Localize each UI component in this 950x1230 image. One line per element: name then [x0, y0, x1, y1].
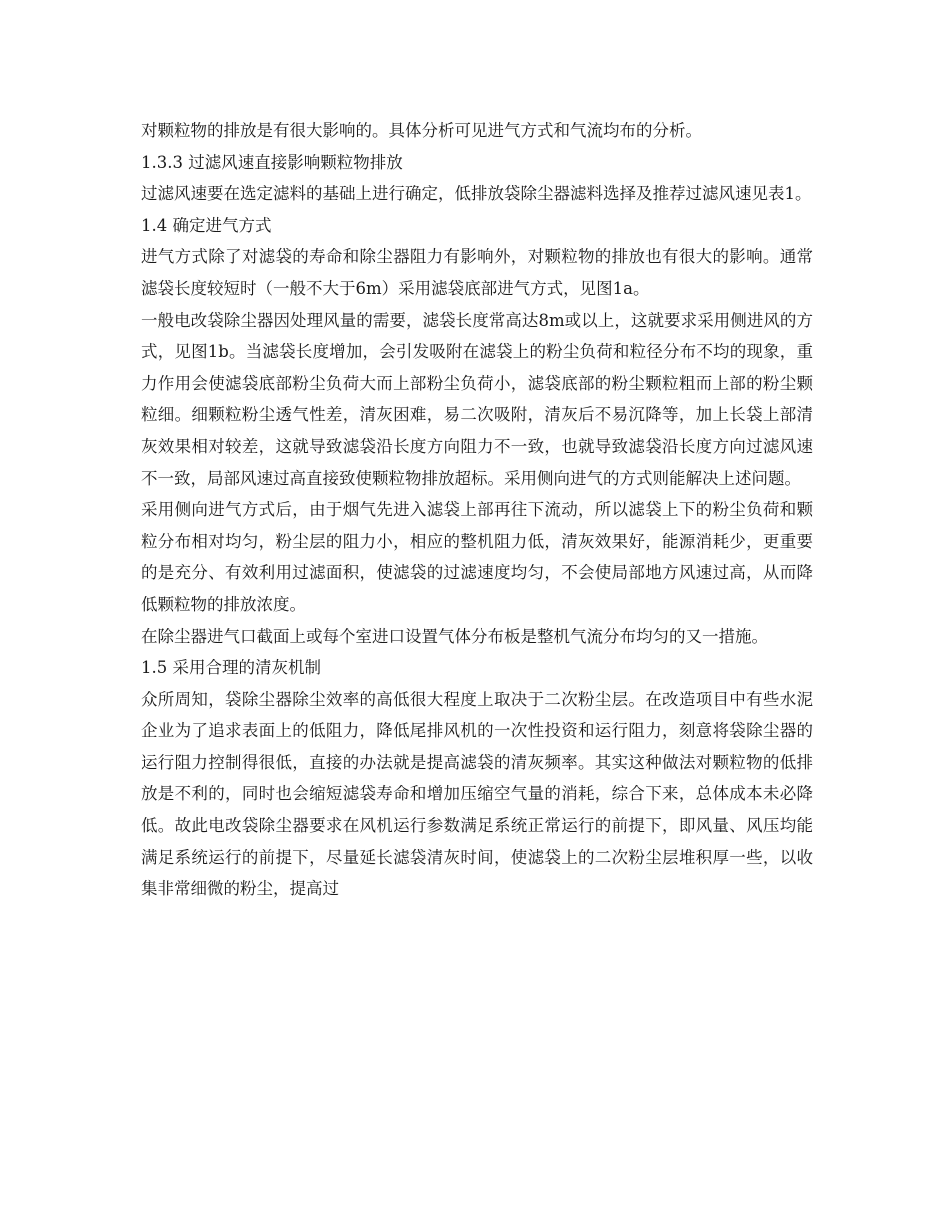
paragraph-side-intake: 一般电改袋除尘器因处理风量的需要，滤袋长度常高达8m或以上，这就要求采用侧进风的方式，见图1b。当滤袋长度增加，会引发吸附在滤袋上的粉尘负荷和粒径分布不均的现象，重力作用会使滤袋底部粉尘负荷大而上部粉尘负荷小，滤袋底部的粉尘颗粒粗而上部的粉尘颗粒细。细颗粒粉尘透气性差，清灰困难，易二次吸附，清灰后不易沉降等，加上长袋上部清灰效果相对较差，这就导致滤袋沿长度方向阻力不一致，也就导致滤袋沿长度方向过滤风速不一致，局部风速过高直接致使颗粒物排放超标。采用侧向进气的方式则能解决上述问题。 [141, 310, 813, 488]
paragraph-intake-method: 进气方式除了对滤袋的寿命和除尘器阻力有影响外，对颗粒物的排放也有很大的影响。通常滤袋长度较短时（一般不大于6m）采用滤袋底部进气方式，见图1a。 [141, 247, 813, 298]
paragraph-side-intake-benefits: 采用侧向进气方式后，由于烟气先进入滤袋上部再往下流动，所以滤袋上下的粉尘负荷和颗粒分布相对均匀，粉尘层的阻力小，相应的整机阻力低，清灰效果好，能源消耗少，更重要的是充分、有效利用过滤面积，使滤袋的过滤速度均匀，不会使局部地方风速过高，从而降低颗粒物的排放浓度。 [141, 500, 813, 614]
paragraph-cleaning-mechanism: 众所周知，袋除尘器除尘效率的高低很大程度上取决于二次粉尘层。在改造项目中有些水泥企业为了追求表面上的低阻力，降低尾排风机的一次性投资和运行阻力，刻意将袋除尘器的运行阻力控制得很低，直接的办法就是提高滤袋的清灰频率。其实这种做法对颗粒物的低排放是不利的，同时也会缩短滤袋寿命和增加压缩空气量的消耗，综合下来，总体成本未必降低。故此电改袋除尘器要求在风机运行参数满足系统正常运行的前提下，即风量、风压均能满足系统运行的前提下，尽量延长滤袋清灰时间，使滤袋上的二次粉尘层堆积厚一些，以收集非常细微的粉尘，提高过 [141, 689, 813, 899]
paragraph-distribution-plate: 在除尘器进气口截面上或每个室进口设置气体分布板是整机气流分布均匀的又一措施。 [141, 626, 768, 646]
heading-1-4: 1.4 确定进气方式 [141, 215, 272, 235]
heading-1-3-3: 1.3.3 过滤风速直接影响颗粒物排放 [141, 152, 403, 172]
heading-1-5: 1.5 采用合理的清灰机制 [141, 658, 321, 678]
document-body [141, 115, 813, 905]
paragraph-filter-velocity: 过滤风速要在选定滤料的基础上进行确定，低排放袋除尘器滤料选择及推荐过滤风速见表1。 [141, 184, 812, 204]
paragraph-intro-continuation: 对颗粒物的排放是有很大影响的。具体分析可见进气方式和气流均布的分析。 [141, 121, 702, 140]
